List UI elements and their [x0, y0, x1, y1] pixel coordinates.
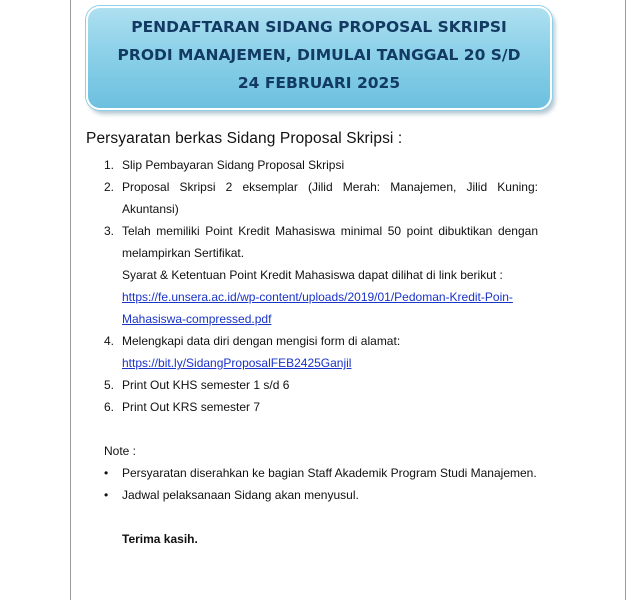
notes-list	[86, 462, 538, 506]
list-item	[86, 374, 538, 396]
registration-form-link[interactable]: https://bit.ly/SidangProposalFEB2425Ganjil	[122, 356, 352, 370]
item-text: Proposal Skripsi 2 eksemplar (Jilid Merah: Manajemen, Jilid Kuning: Akuntansi)	[122, 180, 538, 216]
item-number: 6.	[104, 400, 115, 414]
bullet-icon: •	[104, 466, 109, 480]
item-text: Print Out KRS semester 7	[122, 400, 261, 414]
item-number: 2.	[104, 180, 115, 194]
list-item	[86, 462, 538, 484]
note-text: Jadwal pelaksanaan Sidang akan menyusul.	[122, 488, 359, 502]
document-content	[86, 130, 538, 550]
item-number: 3.	[104, 224, 115, 238]
item-text: Melengkapi data diri dengan mengisi form di alamat:	[122, 334, 401, 348]
list-item	[86, 154, 538, 176]
item-text: Telah memiliki Point Kredit Mahasiswa minimal 50 point dibuktikan dengan melampirkan Sertifikat.	[122, 224, 538, 260]
item-number: 1.	[104, 158, 115, 172]
requirements-list	[86, 154, 538, 418]
item-number: 5.	[104, 378, 115, 392]
banner-title: PENDAFTARAN SIDANG PROPOSAL SKRIPSI PRODI MANAJEMEN, DIMULAI TANGGAL 20 S/D 24 FEBRUARI 2025	[117, 18, 521, 92]
item-extra-text: Syarat & Ketentuan Point Kredit Mahasiswa dapat dilihat di link berikut :	[122, 268, 503, 282]
item-text: Slip Pembayaran Sidang Proposal Skripsi	[122, 158, 345, 172]
item-number: 4.	[104, 334, 115, 348]
item-text: Print Out KHS semester 1 s/d 6	[122, 378, 290, 392]
list-item	[86, 176, 538, 220]
list-item	[86, 330, 538, 374]
closing-text: Terima kasih.	[122, 532, 198, 546]
list-item	[86, 220, 538, 330]
note-text: Persyaratan diserahkan ke bagian Staff Akademik Program Studi Manajemen.	[122, 466, 537, 480]
announcement-banner	[86, 6, 552, 110]
note-label: Note :	[104, 444, 137, 458]
list-item	[86, 484, 538, 506]
requirements-heading: Persyaratan berkas Sidang Proposal Skripsi :	[86, 130, 403, 147]
credit-point-guide-link[interactable]: https://fe.unsera.ac.id/wp-content/uploads/2019/01/Pedoman-Kredit-Poin-Mahasiswa-compressed.pdf	[122, 290, 513, 326]
list-item	[86, 396, 538, 418]
bullet-icon: •	[104, 488, 109, 502]
